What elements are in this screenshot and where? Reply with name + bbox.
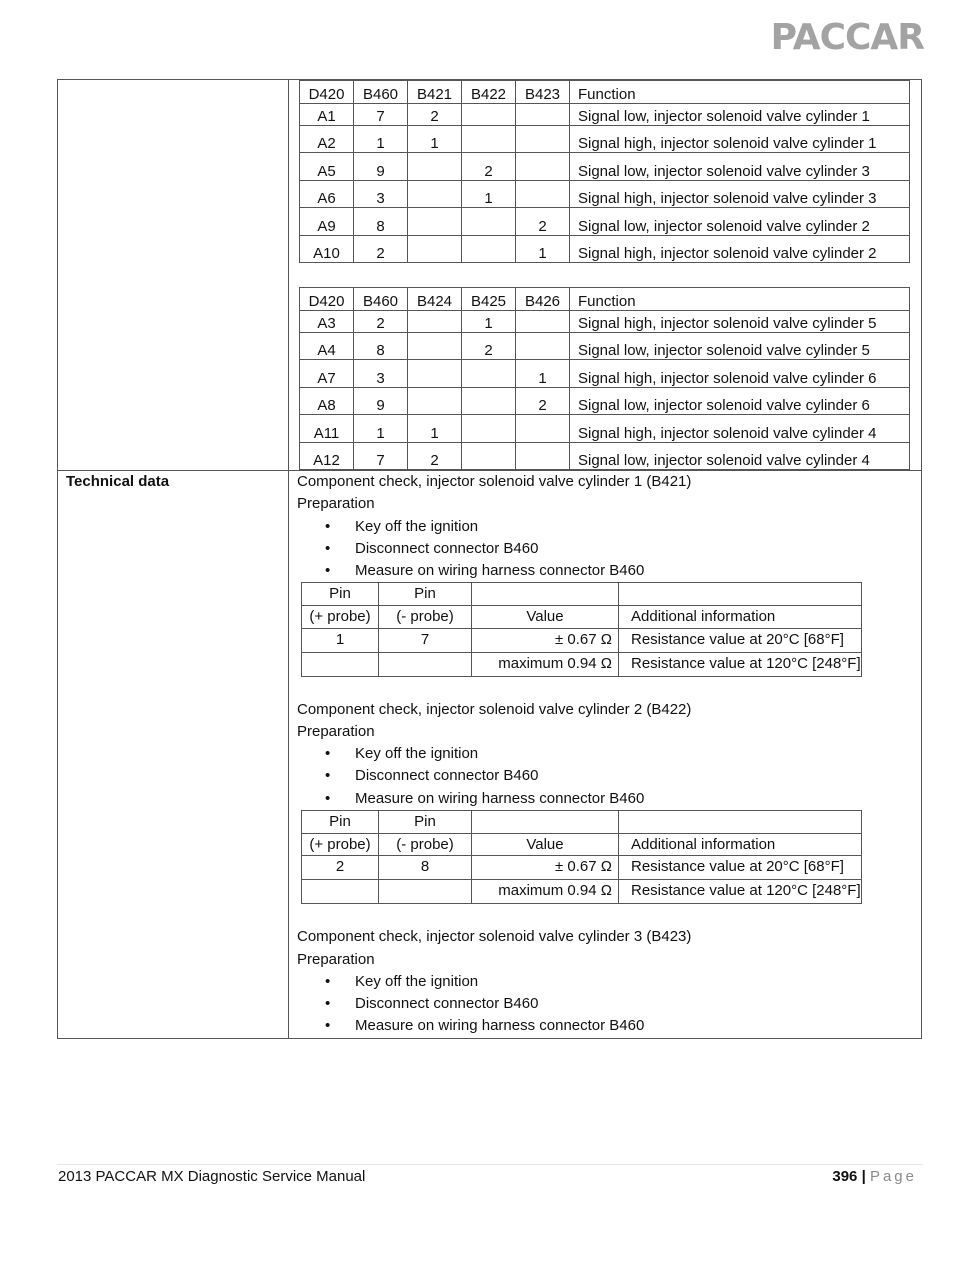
preparation-step [297, 560, 921, 582]
measurement-header [302, 833, 862, 856]
column-header: B460 [354, 81, 408, 104]
preparation-step [297, 743, 921, 765]
step-text: Disconnect connector B460 [355, 539, 539, 557]
measurement-cell: (+ probe) [302, 605, 379, 628]
preparation-list [297, 971, 921, 1038]
pin-cell: 8 [354, 332, 408, 359]
pin-cell [408, 310, 462, 332]
pin-cell: 2 [516, 387, 570, 414]
measurement-cell: 7 [379, 628, 472, 652]
pin-cell: 3 [354, 360, 408, 387]
pin-table-2 [289, 287, 921, 470]
pin-cell: 1 [354, 415, 408, 442]
measurement-cell: Resistance value at 20°C [68°F] [619, 856, 862, 880]
pin-table-1 [289, 80, 921, 263]
pin-cell [516, 180, 570, 207]
pin-cell [462, 360, 516, 387]
measurement-cell: 1 [302, 628, 379, 652]
pin-assignment-cell [289, 80, 922, 471]
column-header: B426 [516, 287, 570, 310]
pin-cell [462, 442, 516, 469]
pin-cell [408, 235, 462, 262]
pin-cell: A7 [300, 360, 354, 387]
technical-data-label-cell [58, 470, 289, 1038]
preparation-step [297, 516, 921, 538]
step-text: Measure on wiring harness connector B460 [355, 789, 645, 807]
measurement-cell [472, 583, 619, 606]
pin-cell: A9 [300, 208, 354, 235]
page-separator: | [861, 1168, 866, 1185]
pin-cell: 2 [462, 153, 516, 180]
bullet-icon: • [325, 995, 331, 1013]
measurement-row [302, 880, 862, 904]
function-cell: Signal low, injector solenoid valve cylinder 2 [570, 208, 910, 235]
pin-cell: A6 [300, 180, 354, 207]
pin-cell: 7 [354, 104, 408, 126]
paccar-logo: PACCAR [770, 17, 924, 58]
measurement-cell: 8 [379, 856, 472, 880]
preparation-label: Preparation [297, 950, 375, 968]
measurement-cell: (+ probe) [302, 833, 379, 856]
column-header: Function [570, 81, 910, 104]
step-text: Measure on wiring harness connector B460 [355, 1017, 645, 1035]
pin-table-row [300, 104, 910, 126]
column-header: B425 [462, 287, 516, 310]
preparation-step [297, 538, 921, 560]
bullet-icon: • [325, 745, 331, 763]
pin-cell [408, 208, 462, 235]
step-text: Key off the ignition [355, 517, 479, 535]
step-text: Key off the ignition [355, 745, 479, 763]
pin-table-row [300, 360, 910, 387]
pin-table-row [300, 180, 910, 207]
pin-cell: A3 [300, 310, 354, 332]
measurement-cell: (- probe) [379, 605, 472, 628]
pin-cell [408, 332, 462, 359]
preparation-step [297, 971, 921, 993]
pin-table-row [300, 442, 910, 469]
pin-table-row [300, 415, 910, 442]
pin-cell: A4 [300, 332, 354, 359]
measurement-cell: Pin [379, 811, 472, 834]
content-table [57, 79, 922, 1039]
measurement-cell [302, 652, 379, 676]
check-title: Component check, injector solenoid valve cylinder 3 (B423) [297, 928, 692, 946]
function-cell: Signal high, injector solenoid valve cylinder 6 [570, 360, 910, 387]
technical-data-cell [289, 470, 922, 1038]
pin-table-row [300, 387, 910, 414]
preparation-list [297, 516, 921, 583]
pin-table-row [300, 153, 910, 180]
measurement-cell: ± 0.67 Ω [472, 856, 619, 880]
column-header: Function [570, 287, 910, 310]
pin-cell [462, 387, 516, 414]
function-cell: Signal high, injector solenoid valve cylinder 2 [570, 235, 910, 262]
footer-page [832, 1168, 917, 1185]
column-header: B422 [462, 81, 516, 104]
pin-cell [516, 126, 570, 153]
measurement-cell: maximum 0.94 Ω [472, 880, 619, 904]
pin-cell: 1 [408, 415, 462, 442]
pin-cell: 2 [408, 104, 462, 126]
pin-cell: 2 [408, 442, 462, 469]
pin-cell: 1 [516, 360, 570, 387]
page-label: Page [869, 1168, 917, 1185]
pin-table-header [300, 81, 910, 104]
pin-cell: 2 [516, 208, 570, 235]
pin-cell [516, 104, 570, 126]
pin-cell [408, 360, 462, 387]
pin-cell [408, 153, 462, 180]
measurement-row [302, 628, 862, 652]
pin-table-row [300, 235, 910, 262]
measurement-cell: Additional information [619, 605, 862, 628]
pin-cell [516, 442, 570, 469]
page-number: 396 [832, 1168, 858, 1185]
measurement-header [302, 583, 862, 606]
column-header: B424 [408, 287, 462, 310]
pin-cell: 1 [462, 310, 516, 332]
measurement-cell: Resistance value at 120°C [248°F] [619, 652, 862, 676]
preparation-step [297, 1015, 921, 1037]
pin-cell [516, 415, 570, 442]
preparation-label: Preparation [297, 722, 375, 740]
pin-cell [462, 104, 516, 126]
preparation-step [297, 993, 921, 1015]
pin-table-row [300, 332, 910, 359]
column-header: D420 [300, 287, 354, 310]
step-text: Measure on wiring harness connector B460 [355, 562, 645, 580]
pin-cell: 2 [354, 235, 408, 262]
footer-title: 2013 PACCAR MX Diagnostic Service Manual [58, 1168, 366, 1185]
pin-cell: A5 [300, 153, 354, 180]
pin-cell: 2 [462, 332, 516, 359]
pin-cell [462, 126, 516, 153]
measurement-cell: Value [472, 605, 619, 628]
pin-cell: 2 [354, 310, 408, 332]
bullet-icon: • [325, 1017, 331, 1035]
measurement-cell: (- probe) [379, 833, 472, 856]
pin-table-row [300, 310, 910, 332]
technical-data-heading: Technical data [66, 472, 170, 490]
measurement-cell [472, 811, 619, 834]
function-cell: Signal low, injector solenoid valve cylinder 3 [570, 153, 910, 180]
measurement-cell: ± 0.67 Ω [472, 628, 619, 652]
function-cell: Signal low, injector solenoid valve cylinder 1 [570, 104, 910, 126]
pin-table-row [300, 126, 910, 153]
measurement-header [302, 605, 862, 628]
check-title: Component check, injector solenoid valve cylinder 1 (B421) [297, 472, 692, 490]
pin-cell: 1 [408, 126, 462, 153]
bullet-icon: • [325, 517, 331, 535]
step-text: Disconnect connector B460 [355, 767, 539, 785]
preparation-label: Preparation [297, 495, 375, 513]
bullet-icon: • [325, 972, 331, 990]
pin-table-row [300, 208, 910, 235]
function-cell: Signal low, injector solenoid valve cylinder 5 [570, 332, 910, 359]
preparation-list [297, 743, 921, 810]
pin-cell [516, 153, 570, 180]
pin-cell [408, 180, 462, 207]
measurement-cell [619, 583, 862, 606]
function-cell: Signal high, injector solenoid valve cylinder 5 [570, 310, 910, 332]
measurement-cell: Pin [302, 583, 379, 606]
pin-cell [462, 208, 516, 235]
pin-assignment-label-cell [58, 80, 289, 471]
pin-cell [516, 310, 570, 332]
measurement-cell: Value [472, 833, 619, 856]
function-cell: Signal low, injector solenoid valve cylinder 6 [570, 387, 910, 414]
measurement-cell: Resistance value at 20°C [68°F] [619, 628, 862, 652]
pin-cell [462, 235, 516, 262]
measurement-cell: maximum 0.94 Ω [472, 652, 619, 676]
pin-cell: A1 [300, 104, 354, 126]
pin-cell: 8 [354, 208, 408, 235]
pin-table-header [300, 287, 910, 310]
measurement-cell: Pin [379, 583, 472, 606]
pin-cell [516, 332, 570, 359]
pin-cell: 9 [354, 153, 408, 180]
measurement-cell: Additional information [619, 833, 862, 856]
measurement-row [302, 856, 862, 880]
pin-cell: 9 [354, 387, 408, 414]
column-header: B423 [516, 81, 570, 104]
measurement-table [301, 810, 862, 904]
pin-cell: A8 [300, 387, 354, 414]
function-cell: Signal high, injector solenoid valve cylinder 4 [570, 415, 910, 442]
measurement-cell [379, 880, 472, 904]
bullet-icon: • [325, 562, 331, 580]
measurement-cell: Resistance value at 120°C [248°F] [619, 880, 862, 904]
measurement-cell: 2 [302, 856, 379, 880]
measurement-row [302, 652, 862, 676]
pin-cell: A2 [300, 126, 354, 153]
function-cell: Signal high, injector solenoid valve cylinder 3 [570, 180, 910, 207]
measurement-cell: Pin [302, 811, 379, 834]
bullet-icon: • [325, 789, 331, 807]
measurement-cell [379, 652, 472, 676]
pin-cell: 3 [354, 180, 408, 207]
pin-cell: 1 [516, 235, 570, 262]
function-cell: Signal high, injector solenoid valve cylinder 1 [570, 126, 910, 153]
pin-cell: 1 [354, 126, 408, 153]
column-header: D420 [300, 81, 354, 104]
pin-cell [462, 415, 516, 442]
bullet-icon: • [325, 767, 331, 785]
footer-divider [57, 1164, 923, 1165]
preparation-step [297, 788, 921, 810]
pin-cell: A11 [300, 415, 354, 442]
preparation-step [297, 765, 921, 787]
measurement-header [302, 811, 862, 834]
measurement-cell [302, 880, 379, 904]
check-title: Component check, injector solenoid valve cylinder 2 (B422) [297, 700, 692, 718]
pin-cell: 1 [462, 180, 516, 207]
pin-cell: A10 [300, 235, 354, 262]
step-text: Disconnect connector B460 [355, 995, 539, 1013]
bullet-icon: • [325, 539, 331, 557]
function-cell: Signal low, injector solenoid valve cylinder 4 [570, 442, 910, 469]
pin-cell: A12 [300, 442, 354, 469]
measurement-table [301, 582, 862, 676]
column-header: B421 [408, 81, 462, 104]
measurement-cell [619, 811, 862, 834]
pin-cell: 7 [354, 442, 408, 469]
column-header: B460 [354, 287, 408, 310]
pin-cell [408, 387, 462, 414]
step-text: Key off the ignition [355, 972, 479, 990]
